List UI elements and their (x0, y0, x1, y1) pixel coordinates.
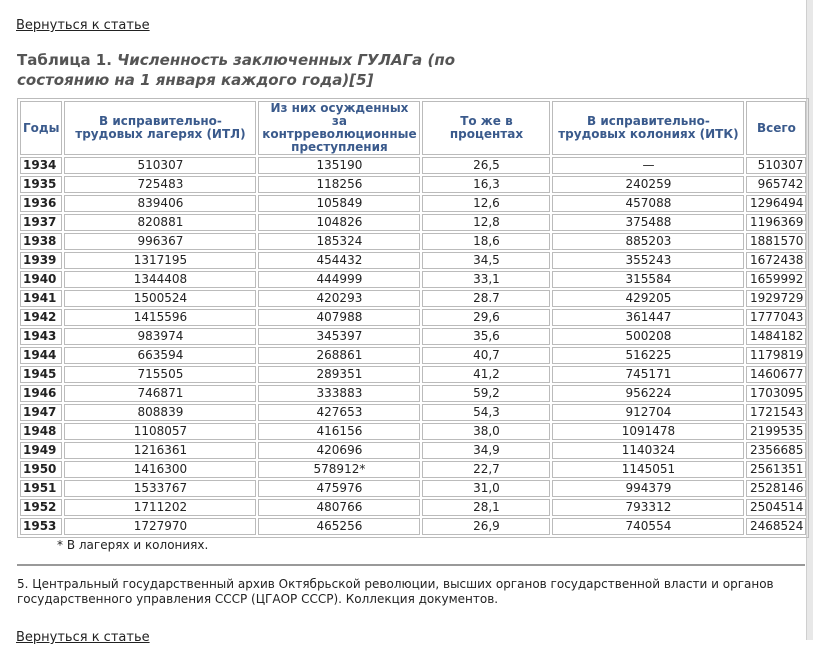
cell-percent: 28.7 (422, 290, 550, 307)
cell-year: 1951 (20, 480, 62, 497)
cell-total: 2356685 (746, 442, 806, 459)
cell-total: 1672438 (746, 252, 806, 269)
cell-percent: 34,5 (422, 252, 550, 269)
header-percent: То же в процентах (422, 101, 550, 155)
cell-itk: 885203 (552, 233, 744, 250)
cell-year: 1934 (20, 157, 62, 174)
header-itk: В исправительно-трудовых колониях (ИТК) (552, 101, 744, 155)
cell-percent: 31,0 (422, 480, 550, 497)
cell-year: 1948 (20, 423, 62, 440)
table-row (20, 290, 806, 307)
cell-itk: 745171 (552, 366, 744, 383)
cell-total: 2199535 (746, 423, 806, 440)
header-counter-revolutionary: Из них осужденных за контрреволюционные преступления (258, 101, 420, 155)
cell-total: 510307 (746, 157, 806, 174)
cell-itk: 429205 (552, 290, 744, 307)
cell-total: 1179819 (746, 347, 806, 364)
table-row (20, 176, 806, 193)
cell-itl: 1727970 (64, 518, 256, 535)
cell-percent: 29,6 (422, 309, 550, 326)
cell-counter-revolutionary: 345397 (258, 328, 420, 345)
cell-itk: 740554 (552, 518, 744, 535)
cell-year: 1942 (20, 309, 62, 326)
cell-year: 1941 (20, 290, 62, 307)
table-row (20, 195, 806, 212)
cell-percent: 26,5 (422, 157, 550, 174)
cell-total: 1484182 (746, 328, 806, 345)
table-row (20, 233, 806, 250)
table-row (20, 328, 806, 345)
cell-itk: 793312 (552, 499, 744, 516)
cell-itk: 375488 (552, 214, 744, 231)
cell-counter-revolutionary: 420696 (258, 442, 420, 459)
cell-percent: 16,3 (422, 176, 550, 193)
cell-itk: 361447 (552, 309, 744, 326)
cell-itk: 994379 (552, 480, 744, 497)
table-row (20, 271, 806, 288)
cell-counter-revolutionary: 289351 (258, 366, 420, 383)
cell-total: 2528146 (746, 480, 806, 497)
cell-itl: 725483 (64, 176, 256, 193)
table-row (20, 309, 806, 326)
cell-year: 1946 (20, 385, 62, 402)
cell-counter-revolutionary: 104826 (258, 214, 420, 231)
cell-itl: 996367 (64, 233, 256, 250)
table-row (20, 461, 806, 478)
cell-itk: 315584 (552, 271, 744, 288)
cell-percent: 26,9 (422, 518, 550, 535)
table-row (20, 423, 806, 440)
table-row (20, 385, 806, 402)
cell-itk: 912704 (552, 404, 744, 421)
caption-title: Численность заключенных ГУЛАГа (по состоянию на 1 января каждого года)[5] (17, 51, 456, 89)
cell-percent: 35,6 (422, 328, 550, 345)
back-to-article-link-bottom[interactable]: Вернуться к статье (16, 630, 150, 645)
cell-itl: 1711202 (64, 499, 256, 516)
cell-percent: 41,2 (422, 366, 550, 383)
cell-year: 1940 (20, 271, 62, 288)
cell-itl: 839406 (64, 195, 256, 212)
cell-year: 1949 (20, 442, 62, 459)
cell-percent: 28,1 (422, 499, 550, 516)
cell-counter-revolutionary: 333883 (258, 385, 420, 402)
cell-total: 1296494 (746, 195, 806, 212)
cell-itk: — (552, 157, 744, 174)
cell-itl: 983974 (64, 328, 256, 345)
cell-year: 1937 (20, 214, 62, 231)
cell-itk: 1145051 (552, 461, 744, 478)
cell-percent: 54,3 (422, 404, 550, 421)
cell-counter-revolutionary: 465256 (258, 518, 420, 535)
cell-itk: 1091478 (552, 423, 744, 440)
header-total: Всего (746, 101, 806, 155)
cell-year: 1945 (20, 366, 62, 383)
cell-itk: 1140324 (552, 442, 744, 459)
cell-total: 1196369 (746, 214, 806, 231)
cell-itl: 808839 (64, 404, 256, 421)
cell-total: 1929729 (746, 290, 806, 307)
cell-year: 1950 (20, 461, 62, 478)
cell-itl: 746871 (64, 385, 256, 402)
table-row (20, 214, 806, 231)
cell-counter-revolutionary: 454432 (258, 252, 420, 269)
cell-itl: 1416300 (64, 461, 256, 478)
cell-year: 1938 (20, 233, 62, 250)
header-years: Годы (20, 101, 62, 155)
header-itl: В исправительно-трудовых лагерях (ИТЛ) (64, 101, 256, 155)
cell-total: 2561351 (746, 461, 806, 478)
cell-percent: 12,8 (422, 214, 550, 231)
cell-itk: 500208 (552, 328, 744, 345)
cell-year: 1935 (20, 176, 62, 193)
cell-total: 1721543 (746, 404, 806, 421)
cell-itk: 956224 (552, 385, 744, 402)
table-row (20, 347, 806, 364)
cell-year: 1936 (20, 195, 62, 212)
cell-counter-revolutionary: 427653 (258, 404, 420, 421)
cell-counter-revolutionary: 444999 (258, 271, 420, 288)
cell-total: 1703095 (746, 385, 806, 402)
cell-year: 1953 (20, 518, 62, 535)
cell-counter-revolutionary: 420293 (258, 290, 420, 307)
cell-itl: 1216361 (64, 442, 256, 459)
caption-label: Таблица 1. (17, 51, 112, 69)
cell-counter-revolutionary: 268861 (258, 347, 420, 364)
source-note: 5. Центральный государственный архив Октябрьской революции, высших органов государственной власти и органов государственного управления СССР (ЦГАОР СССР). Коллекция документов. (17, 577, 774, 606)
cell-percent: 18,6 (422, 233, 550, 250)
cell-year: 1952 (20, 499, 62, 516)
cell-percent: 59,2 (422, 385, 550, 402)
back-to-article-link[interactable]: Вернуться к статье (16, 18, 150, 33)
cell-itk: 355243 (552, 252, 744, 269)
cell-counter-revolutionary: 135190 (258, 157, 420, 174)
divider (17, 564, 805, 566)
cell-itk: 516225 (552, 347, 744, 364)
table-row (20, 480, 806, 497)
cell-percent: 34,9 (422, 442, 550, 459)
cell-counter-revolutionary: 105849 (258, 195, 420, 212)
cell-itl: 1500524 (64, 290, 256, 307)
cell-itl: 510307 (64, 157, 256, 174)
cell-itl: 1344408 (64, 271, 256, 288)
cell-year: 1939 (20, 252, 62, 269)
cell-itl: 1415596 (64, 309, 256, 326)
table-row (20, 442, 806, 459)
table-row (20, 252, 806, 269)
table-row (20, 404, 806, 421)
cell-counter-revolutionary: 578912* (258, 461, 420, 478)
cell-year: 1947 (20, 404, 62, 421)
cell-itl: 820881 (64, 214, 256, 231)
cell-counter-revolutionary: 480766 (258, 499, 420, 516)
cell-itl: 663594 (64, 347, 256, 364)
footnote: * В лагерях и колониях. (57, 538, 209, 552)
cell-year: 1943 (20, 328, 62, 345)
cell-percent: 38,0 (422, 423, 550, 440)
cell-percent: 22,7 (422, 461, 550, 478)
cell-percent: 40,7 (422, 347, 550, 364)
cell-total: 2504514 (746, 499, 806, 516)
table-caption (17, 50, 457, 90)
cell-total: 2468524 (746, 518, 806, 535)
cell-year: 1944 (20, 347, 62, 364)
table-row (20, 499, 806, 516)
cell-itl: 1317195 (64, 252, 256, 269)
cell-total: 1881570 (746, 233, 806, 250)
cell-counter-revolutionary: 416156 (258, 423, 420, 440)
cell-total: 1460677 (746, 366, 806, 383)
table-row (20, 157, 806, 174)
cell-itk: 240259 (552, 176, 744, 193)
cell-itl: 1108057 (64, 423, 256, 440)
cell-total: 1777043 (746, 309, 806, 326)
cell-counter-revolutionary: 118256 (258, 176, 420, 193)
cell-itl: 1533767 (64, 480, 256, 497)
prisoners-table (17, 98, 809, 538)
cell-itk: 457088 (552, 195, 744, 212)
cell-counter-revolutionary: 185324 (258, 233, 420, 250)
cell-total: 1659992 (746, 271, 806, 288)
cell-percent: 33,1 (422, 271, 550, 288)
cell-counter-revolutionary: 407988 (258, 309, 420, 326)
cell-counter-revolutionary: 475976 (258, 480, 420, 497)
cell-total: 965742 (746, 176, 806, 193)
cell-itl: 715505 (64, 366, 256, 383)
table-row (20, 366, 806, 383)
table-header-row (20, 101, 806, 155)
cell-percent: 12,6 (422, 195, 550, 212)
table-row (20, 518, 806, 535)
